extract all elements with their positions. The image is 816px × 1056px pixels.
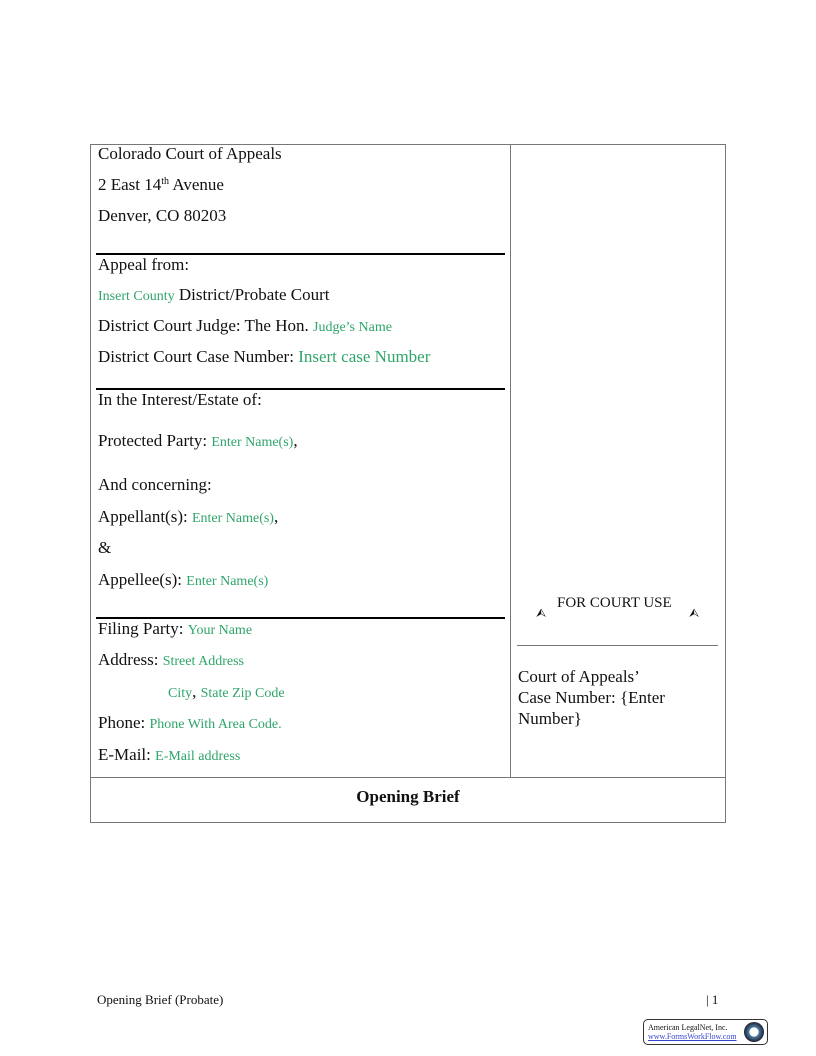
- filing-party-line: [98, 619, 252, 641]
- case-label: District Court Case Number:: [98, 347, 299, 366]
- email-line: [98, 745, 240, 767]
- state-zip-field[interactable]: State Zip Code: [200, 686, 285, 701]
- court-address: [98, 175, 224, 195]
- appeal-court-line: [98, 285, 329, 307]
- address-label: Address:: [98, 650, 163, 669]
- email-label: E-Mail:: [98, 745, 156, 764]
- appeal-heading: Appeal from:: [98, 255, 190, 274]
- globe-icon: [744, 1022, 764, 1042]
- appellee-label: Appellee(s):: [98, 570, 187, 589]
- email-field[interactable]: E-Mail address: [155, 749, 241, 764]
- street-field[interactable]: Street Address: [162, 654, 244, 669]
- address-number: 2 East 14: [98, 175, 162, 194]
- filing-party-field[interactable]: Your Name: [187, 623, 253, 638]
- address-street: Avenue: [169, 175, 224, 194]
- city-line: [168, 682, 285, 704]
- case-number-line: Case Number: {Enter: [518, 688, 665, 707]
- county-field[interactable]: Insert County: [98, 289, 175, 304]
- judge-label: District Court Judge: The Hon.: [98, 316, 313, 335]
- city-field[interactable]: City: [168, 686, 193, 701]
- logo-company: American LegalNet, Inc.: [648, 1023, 728, 1032]
- phone-field[interactable]: Phone With Area Code.: [149, 717, 282, 732]
- court-type: District/Probate Court: [174, 285, 330, 304]
- separator: ,: [192, 682, 201, 701]
- logo-url[interactable]: www.FormsWorkFlow.com: [648, 1032, 737, 1041]
- page-number: | 1: [706, 992, 719, 1007]
- concerning-label: And concerning:: [98, 475, 212, 494]
- appeals-case-number[interactable]: [518, 666, 718, 729]
- judge-line: [98, 316, 392, 338]
- case-number-line: Court of Appeals’: [518, 667, 640, 686]
- filing-party-label: Filing Party:: [98, 619, 188, 638]
- appellee-field[interactable]: Enter Name(s): [186, 574, 269, 589]
- case-field[interactable]: Insert case Number: [298, 347, 431, 366]
- title-divider: [90, 777, 726, 778]
- address-line: [98, 650, 244, 672]
- ampersand: &: [98, 538, 112, 557]
- judge-field[interactable]: Judge’s Name: [313, 320, 392, 335]
- case-line: [98, 347, 430, 367]
- comma: ,: [273, 507, 279, 526]
- interest-label: In the Interest/Estate of:: [98, 390, 262, 409]
- appellant-field[interactable]: Enter Name(s): [191, 511, 274, 526]
- address-suffix: th: [161, 176, 170, 187]
- comma: ,: [293, 431, 298, 450]
- phone-line: [98, 713, 282, 735]
- court-use-rule: [517, 645, 718, 646]
- appellant-label: Appellant(s):: [98, 507, 192, 526]
- appellant-line: [98, 507, 278, 529]
- phone-label: Phone:: [98, 713, 150, 732]
- arrow-up-icon: ⮙: [536, 606, 547, 620]
- arrow-up-icon: ⮙: [689, 606, 700, 620]
- document-title: Opening Brief: [356, 787, 460, 806]
- publisher-logo[interactable]: [643, 1019, 768, 1045]
- protected-line: [98, 431, 298, 453]
- protected-field[interactable]: Enter Name(s): [211, 435, 294, 450]
- column-divider: [510, 144, 511, 777]
- footer-title: Opening Brief (Probate): [97, 992, 224, 1007]
- appellee-line: [98, 570, 268, 592]
- court-name: Colorado Court of Appeals: [98, 144, 282, 163]
- protected-label: Protected Party:: [98, 431, 212, 450]
- court-use-label: FOR COURT USE: [557, 595, 672, 611]
- case-number-line: Number}: [518, 709, 582, 728]
- court-city: Denver, CO 80203: [98, 206, 227, 225]
